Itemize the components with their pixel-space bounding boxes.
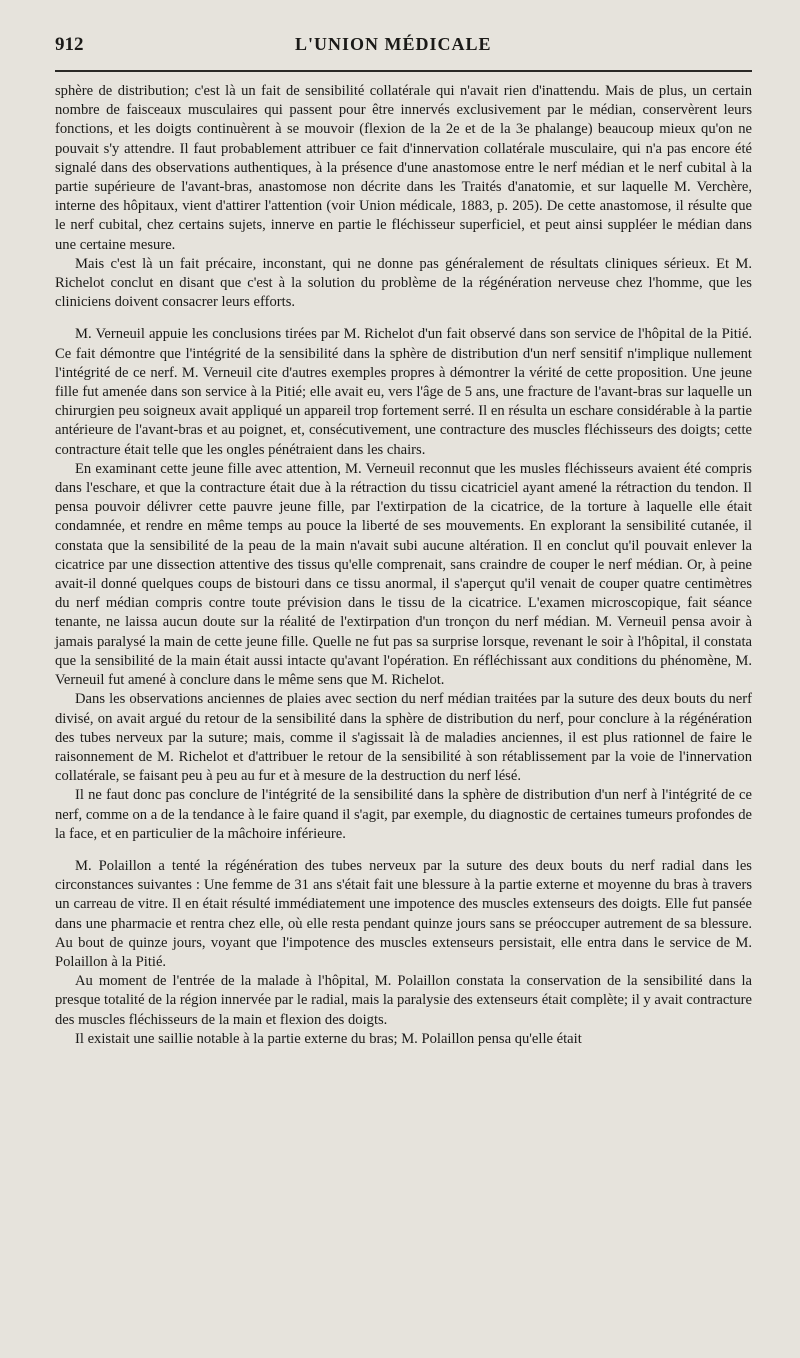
- page-number: 912: [55, 34, 84, 55]
- paragraph: Au moment de l'entrée de la malade à l'hôpital, M. Polaillon constata la conservation de la sensibilité dans la presque totalité de la région innervée par le radial, mais la paralysie des extenseurs était complète; il y avait contracture des muscles fléchisseurs de la main et flexion des doigts.: [55, 973, 752, 1028]
- paragraph: M. Polaillon a tenté la régénération des tubes nerveux par la suture des deux bouts du nerf radial dans les circonstances suivantes : Une femme de 31 ans s'était fait une blessure à la partie externe et moyenne du bras à travers un carreau de vitre. Il en était résulté immédiatement une impotence des muscles extenseurs des doigts. Elle fut pansée dans une pharmacie et rentra chez elle, où elle resta pendant quinze jours sans se préoccuper autrement de sa blessure. Au bout de quinze jours, voyant que l'impotence des muscles extenseurs persistait, elle entra dans le service de M. Polaillon à la Pitié.: [55, 857, 752, 970]
- page-header: [55, 34, 752, 62]
- paragraph: En examinant cette jeune fille avec attention, M. Verneuil reconnut que les musles fléchisseurs avaient été compris dans l'eschare, et que la contracture était due à la rétraction du tissu cicatriciel ayant amené la rétraction du tendon. Il pensa pouvoir délivrer cette pauvre jeune fille, par l'extirpation de la cicatrice, de la torture à laquelle elle était condamnée, et rendre en même temps au pouce la liberté de ses mouvements. En explorant la sensibilité cutanée, il constata que la sensibilité de la peau de la main n'avait subi aucune altération. Il en conclut qu'il pouvait enlever la cicatrice par une dissection attentive des tissus qu'elle comprenait, sans craindre de couper le nerf médian. Or, à peine avait-il donné quelques coups de bistouri dans ce tissu anormal, il s'aperçut qu'il venait de couper quatre centimètres du nerf médian compris contre toute prévision dans le tissu de la cicatrice. L'examen microscopique, fait séance tenante, ne laissa aucun doute sur la réalité de l'extirpation d'un tronçon du nerf médian. M. Verneuil pensa avoir à jamais paralysé la main de cette jeune fille. Quelle ne fut pas sa surprise lorsque, revenant le soir à l'hôpital, il constata que la sensibilité de la main était aussi intacte qu'avant l'opération. En réfléchissant aux conditions du phénomène, M. Verneuil fut amené à conclure dans le même sens que M. Richelot.: [55, 460, 752, 689]
- running-title: L'UNION MÉDICALE: [295, 34, 492, 54]
- paragraph: M. Verneuil appuie les conclusions tirées par M. Richelot d'un fait observé dans son service de l'hôpital de la Pitié. Ce fait démontre que l'intégrité de la sensibilité dans la sphère de distribution d'un nerf sensitif n'implique nullement l'intégrité de ce nerf. M. Verneuil cite d'autres exemples propres à démontrer la vérité de cette proposition. Une jeune fille fut amenée dans son service à la Pitié; elle avait eu, vers l'âge de 5 ans, une fracture de l'avant-bras sur laquelle un chirurgien peu soigneux avait appliqué un appareil trop fortement serré. Il en résulta un eschare considérable à la partie antérieure de l'avant-bras et au poignet, et, consécutivement, une contracture des muscles fléchisseurs des doigts; cette contracture était telle que les ongles pénétraient dans les chairs.: [55, 326, 752, 458]
- paragraph: Dans les observations anciennes de plaies avec section du nerf médian traitées par la suture des deux bouts du nerf divisé, on avait argué du retour de la sensibilité dans la sphère de distribution du nerf, pour conclure à la régénération des tubes nerveux par la suture; mais, comme il s'agissait là de maladies anciennes, il est plus rationnel de faire le raisonnement de M. Richelot et d'attribuer le retour de la sensibilité à son rétablissement par la voie de l'innervation collatérale, se faisant peu à peu au fur et à mesure de la destruction du nerf lésé.: [55, 691, 752, 785]
- paragraph: Il existait une saillie notable à la partie externe du bras; M. Polaillon pensa qu'elle était: [75, 1030, 582, 1047]
- paragraph: Mais c'est là un fait précaire, inconstant, qui ne donne pas généralement de résultats cliniques sérieux. Et M. Richelot conclut en disant que c'est à la solution du problème de la régénération nerveuse chez l'homme, que les cliniciens doivent consacrer leurs efforts.: [55, 255, 752, 311]
- article-body: [55, 82, 752, 1049]
- paragraph: Il ne faut donc pas conclure de l'intégrité de la sensibilité dans la sphère de distribution d'un nerf à l'intégrité de ce nerf, comme on a de la tendance à le faire quand il s'agit, par exemple, du diagnostic de certaines tumeurs profondes de la face, et en particulier de la mâchoire inférieure.: [55, 787, 752, 842]
- paragraph: sphère de distribution; c'est là un fait de sensibilité collatérale qui n'avait rien d'inattendu. Mais de plus, un certain nombre de faisceaux musculaires qui passent pour être innervés exclusivement par le médian, conservèrent leurs fonctions, et les doigts continuèrent à se mouvoir (flexion de la 2e et de la 3e phalange) beaucoup mieux qu'on ne pouvait s'y attendre. Il faut probablement attribuer ce fait d'innervation collatérale musculaire, qui n'a pas encore été signalé dans des observations authentiques, à la présence d'une anastomose entre le nerf médian et le nerf cubital à la partie supérieure de l'avant-bras, anastomose non décrite dans les Traités d'anatomie, et sur laquelle M. Verchère, interne des hôpitaux, vient d'attirer l'attention (voir Union médicale, 1883, p. 205). De cette anastomose, il résulte que le nerf cubital, chez certains sujets, innerve en partie le fléchisseur superficiel, et peut ainsi suppléer le médian dans une certaine mesure.: [55, 83, 752, 253]
- header-rule: [55, 70, 752, 72]
